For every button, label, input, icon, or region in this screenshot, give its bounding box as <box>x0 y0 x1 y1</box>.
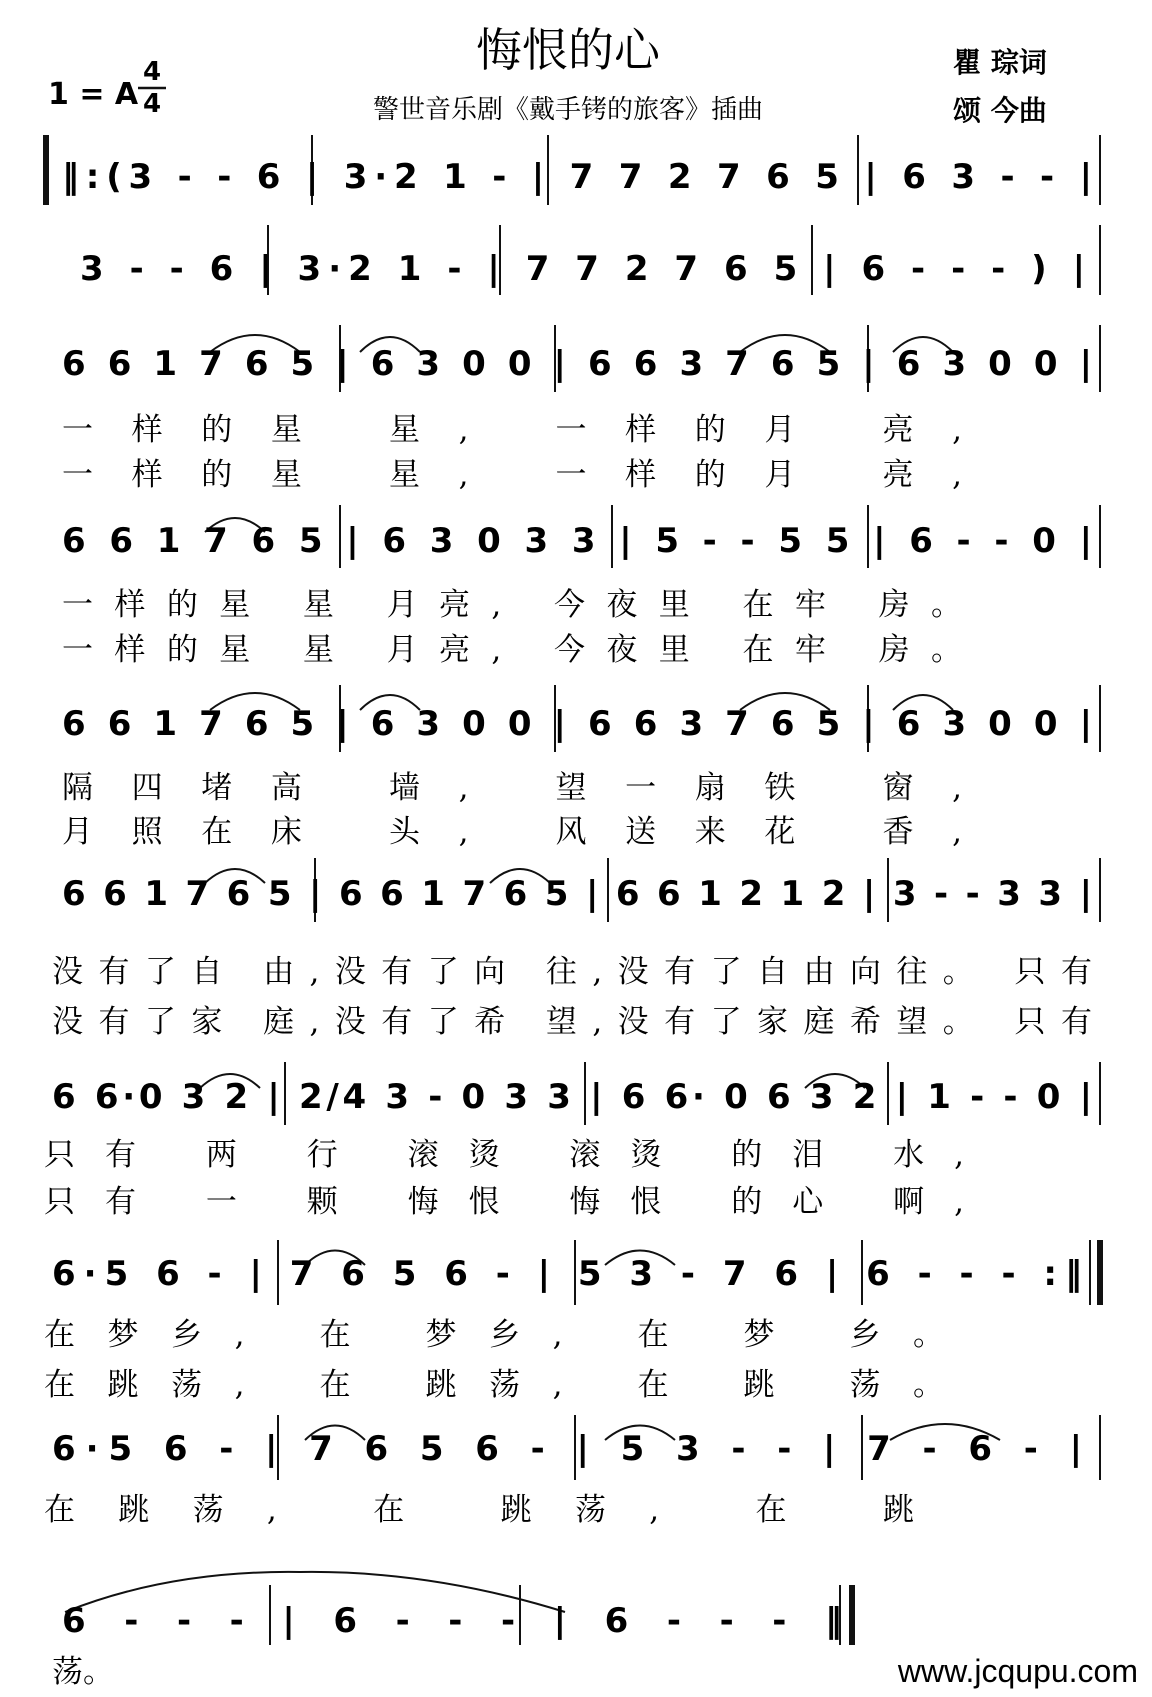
key-signature: 1 = A <box>48 77 139 112</box>
system-5 <box>62 685 1100 850</box>
lyric-verse-1: 在跳荡, 在 跳荡, 在 跳 <box>44 1492 915 1528</box>
system-8 <box>44 1240 1100 1403</box>
notation-line: 6 6 1 7 6 5 | 6 6 1 7 6 5 | 6 6 1 2 1 2 | 3 - - 3 3 | <box>62 874 1092 914</box>
notation-line: 6 6 1 7 6 5 | 6 3 0 3 3 | 5 - - 5 5 | 6 - - 0 | <box>62 521 1092 561</box>
lyric-verse-2: 没有了家 庭,没有了希 望,没有了家庭希望。 只有 <box>52 1004 1092 1040</box>
system-10 <box>52 1572 852 1690</box>
notation-line: 6·5 6 - | 7 6 5 6 - | 5 3 - 7 6 | 6 - - - :‖ <box>52 1254 1083 1294</box>
watermark-url: www.jcqupu.com <box>897 1653 1138 1689</box>
notation-line: 6 - - - | 6 - - - | 6 - - - ‖ <box>62 1601 843 1641</box>
lyricist-credit: 瞿 琮词 <box>953 46 1047 79</box>
notation-line: 6 6 1 7 6 5 | 6 3 0 0 | 6 6 3 7 6 5 | 6 3 0 0 | <box>62 704 1093 744</box>
lyric-verse-2: 月照在床 头, 风送来花 香, <box>62 814 962 850</box>
lyric-verse-2: 在跳荡, 在 跳荡, 在 跳 荡。 <box>44 1367 944 1403</box>
notation-line: 6 6·0 3 2 | 2/4 3 - 0 3 3 | 6 6· 0 6 3 2 | 1 - - 0 | <box>52 1077 1092 1117</box>
lyric-verse-1: 隔四堵高 墙, 望一扇铁 窗, <box>62 770 962 806</box>
lyric-verse-1: 一样的星 星 月亮, 今夜里 在牢 房。 <box>62 587 963 623</box>
system-7 <box>44 1062 1100 1220</box>
system-2 <box>80 225 1100 295</box>
system-3 <box>62 325 1100 493</box>
system-4 <box>62 505 1100 668</box>
notation-line: ‖:(3 - - 6 | 3·2 1 - | 7 7 2 7 6 5 | 6 3 - - | <box>62 157 1092 197</box>
lyric-verse-1: 荡。 <box>52 1654 114 1690</box>
system-1 <box>46 135 1100 205</box>
notation-line: 6·5 6 - | 7 6 5 6 - | 5 3 - - | 7 - 6 - | <box>52 1429 1083 1469</box>
notation-line: 3 - - 6 | 3·2 1 - | 7 7 2 7 6 5 | 6 - - - ) | <box>80 249 1085 289</box>
lyric-verse-1: 在梦乡, 在 梦乡, 在 梦 乡。 <box>44 1317 944 1353</box>
lyric-verse-1: 只有 两 行 滚烫 滚烫 的泪 水, <box>44 1137 964 1173</box>
time-signature-bottom: 4 <box>142 89 162 119</box>
song-title: 悔恨的心 <box>476 23 660 77</box>
notation-line: 6 6 1 7 6 5 | 6 3 0 0 | 6 6 3 7 6 5 | 6 3 0 0 | <box>62 344 1093 384</box>
subtitle: 警世音乐剧《戴手铐的旅客》插曲 <box>372 95 764 125</box>
composer-credit: 颂 今曲 <box>953 94 1047 127</box>
system-6 <box>52 858 1100 1040</box>
lyric-verse-1: 没有了自 由,没有了向 往,没有了自由向往。 只有 <box>52 954 1092 990</box>
system-9 <box>44 1415 1100 1528</box>
lyric-verse-1: 一样的星 星, 一样的月 亮, <box>62 412 962 448</box>
lyric-verse-2: 一样的星 星, 一样的月 亮, <box>62 457 962 493</box>
lyric-verse-2: 一样的星 星 月亮, 今夜里 在牢 房。 <box>62 632 963 668</box>
lyric-verse-2: 只有 一 颗 悔恨 悔恨 的心 啊, <box>44 1184 964 1220</box>
time-signature-top: 4 <box>142 57 162 87</box>
